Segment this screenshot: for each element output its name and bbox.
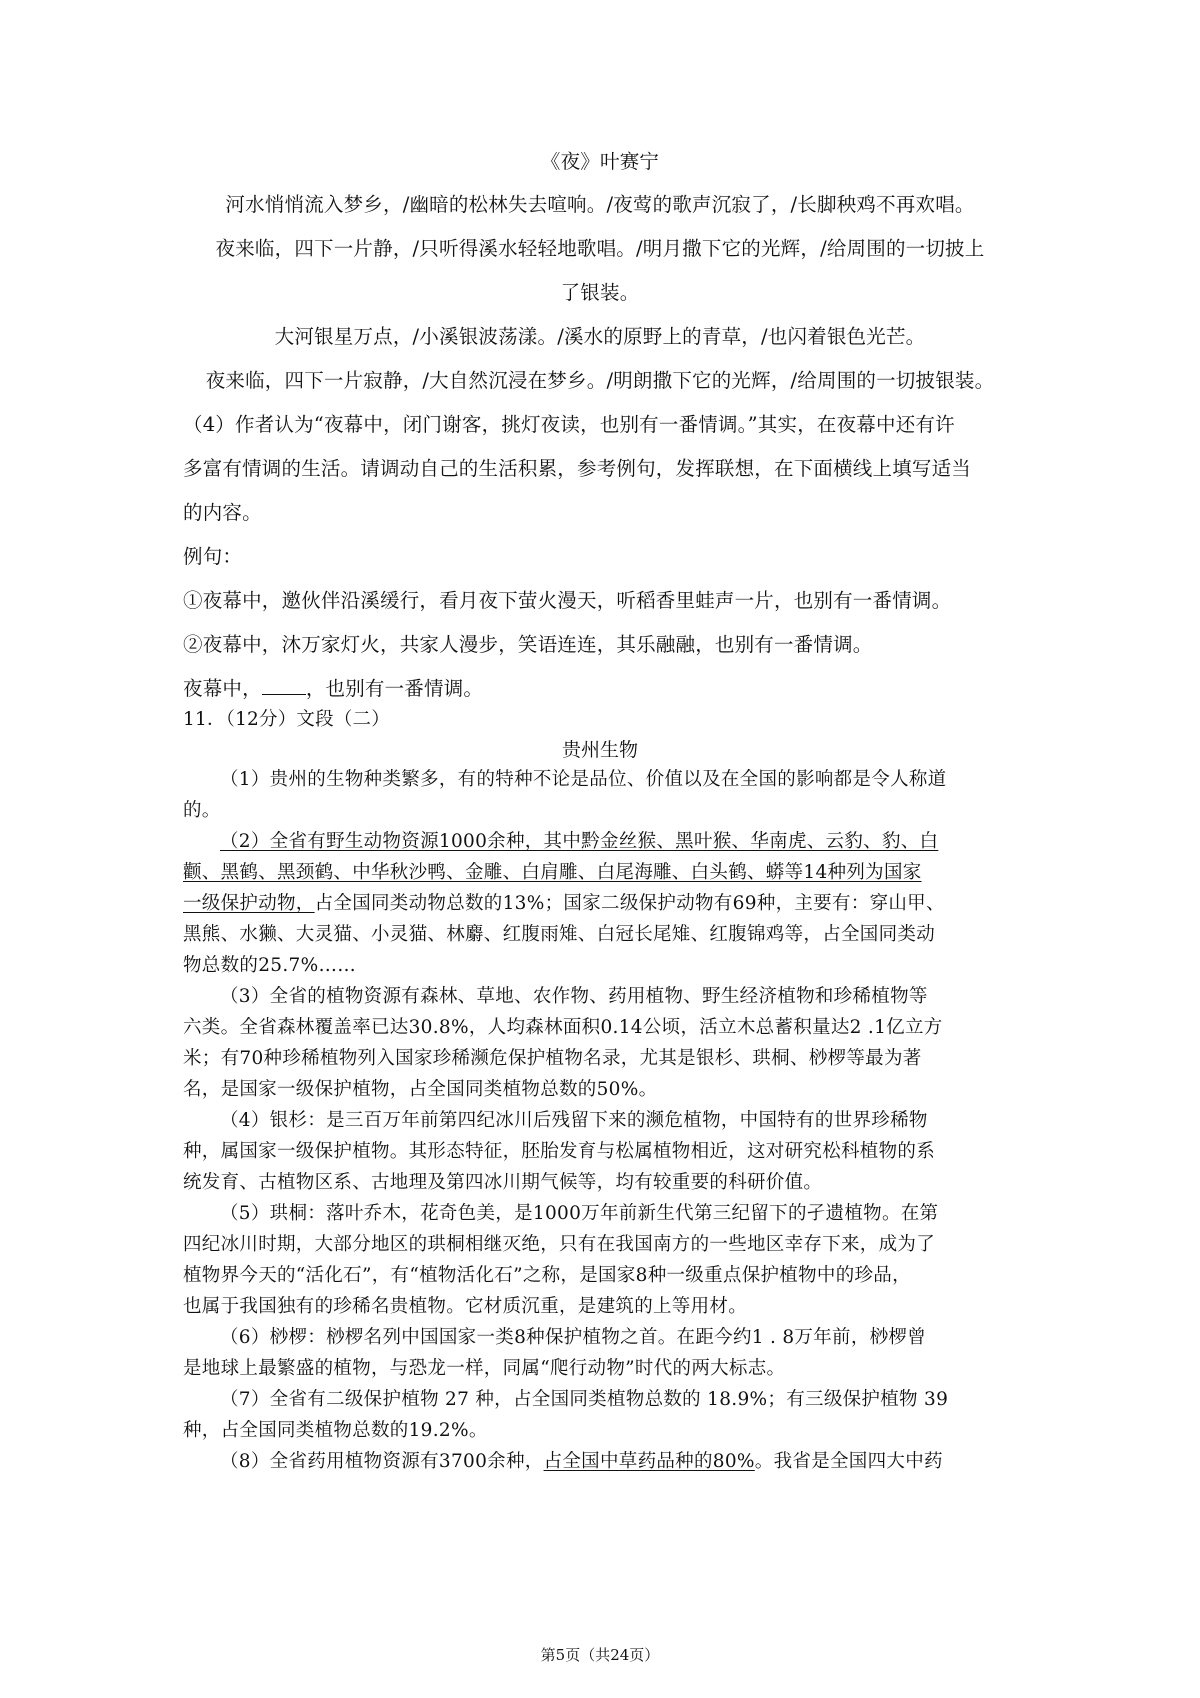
example-2: ②夜幕中，沐万家灯火，共家人漫步，笑语连连，其乐融融，也别有一番情调。: [183, 633, 873, 656]
poem-line-5: 夜来临，四下一片寂静，/大自然沉浸在梦乡。/明朗撒下它的光辉，/给周围的一切披银装。: [205, 369, 995, 392]
p5-line-4: 也属于我国独有的珍稀名贵植物。它材质沉重，是建筑的上等用材。: [183, 1296, 748, 1317]
p4-line-3: 统发育、古植物区系、古地理及第四冰川期气候等，均有较重要的科研价值。: [183, 1172, 823, 1193]
p2-line-1-text: （2）全省有野生动物资源1000余种，其中黔金丝猴、黑叶猴、华南虎、云豹、豹、白: [220, 831, 939, 852]
p8-after: 。我省是全国四大中药: [754, 1451, 943, 1472]
answer-blank[interactable]: [262, 680, 306, 695]
p8-line-1: [220, 1447, 943, 1473]
p5-line-1: （5）珙桐：落叶乔木，花奇色美，是1000万年前新生代第三纪留下的孑遗植物。在第: [220, 1203, 939, 1224]
question11-header: 11．（12分）文段（二）: [183, 709, 390, 730]
fill-in-line: [183, 673, 483, 701]
p3-line-4: 名，是国家一级保护植物，占全国同类植物总数的50%。: [183, 1079, 658, 1100]
example-label: 例句：: [183, 545, 243, 568]
poem-line-4: 大河银星万点，/小溪银波荡漾。/溪水的原野上的青草，/也闪着银色光芒。: [274, 325, 926, 348]
p3-line-1: （3）全省的植物资源有森林、草地、农作物、药用植物、野生经济植物和珍稀植物等: [220, 986, 928, 1007]
p4-line-2: 种，属国家一级保护植物。其形态特征，胚胎发育与松属植物相近，这对研究松科植物的系: [183, 1141, 936, 1162]
p7-line-1: （7）全省有二级保护植物 27 种，占全国同类植物总数的 18.9%；有三级保护植物 39: [220, 1389, 949, 1410]
fill-prefix: 夜幕中，: [183, 677, 262, 700]
p2-line-3-rest: 占全国同类动物总数的13%；国家二级保护动物有69种，主要有：穿山甲、: [314, 893, 945, 914]
poem-title: 《夜》叶赛宁: [540, 150, 660, 173]
p6-line-1: （6）桫椤：桫椤名列中国国家一类8种保护植物之首。在距今约1 . 8万年前，桫椤曾: [220, 1327, 927, 1348]
question4-line-3: 的内容。: [183, 501, 262, 524]
p2-line-2: [183, 858, 922, 884]
p6-line-2: 是地球上最繁盛的植物，与恐龙一样，同属“爬行动物”时代的两大标志。: [183, 1358, 786, 1379]
p1-line-1: （1）贵州的生物种类繁多，有的特种不论是品位、价值以及在全国的影响都是令人称道: [220, 769, 947, 790]
p8-underlined: 占全国中草药品种的80%: [543, 1451, 755, 1472]
p3-line-2: 六类。全省森林覆盖率已达30.8%，人均森林面积0.14公顷，活立木总蓄积量达2 .1亿立方: [183, 1017, 943, 1038]
p2-line-3: [183, 889, 945, 915]
poem-line-1: 河水悄悄流入梦乡，/幽暗的松林失去喧响。/夜莺的歌声沉寂了，/长脚秧鸡不再欢唱。: [225, 193, 975, 216]
p7-line-2: 种，占全国同类植物总数的19.2%。: [183, 1420, 488, 1441]
p2-line-2-text: 颧、黑鹤、黑颈鹤、中华秋沙鸭、金雕、白肩雕、白尾海雕、白头鹤、蟒等14种列为国家: [183, 862, 922, 883]
p4-line-1: （4）银杉：是三百万年前第四纪冰川后残留下来的濒危植物，中国特有的世界珍稀物: [220, 1110, 928, 1131]
p8-before: （8）全省药用植物资源有3700余种，: [220, 1451, 544, 1472]
example-1: ①夜幕中，邀伙伴沿溪缓行，看月夜下萤火漫天，听稻香里蛙声一片，也别有一番情调。: [183, 589, 952, 612]
p1-line-2: 的。: [183, 800, 221, 821]
fill-suffix: ，也别有一番情调。: [305, 677, 484, 700]
p5-line-2: 四纪冰川时期，大部分地区的珙桐相继灭绝，只有在我国南方的一些地区幸存下来，成为了: [183, 1234, 936, 1255]
p2-line-5: 物总数的25.7%……: [183, 955, 357, 976]
question4-line-2: 多富有情调的生活。请调动自己的生活积累，参考例句，发挥联想，在下面横线上填写适当: [183, 457, 972, 480]
poem-line-3: 了银装。: [560, 281, 640, 304]
article-title: 贵州生物: [561, 739, 638, 761]
p2-line-1: [220, 827, 938, 853]
p3-line-3: 米；有70种珍稀植物列入国家珍稀濒危保护植物名录，尤其是银杉、珙桐、桫椤等最为著: [183, 1048, 922, 1069]
question4-line-1: （4）作者认为“夜幕中，闭门谢客，挑灯夜读，也别有一番情调。”其实，在夜幕中还有许: [183, 413, 955, 436]
page-footer: 第5页（共24页）: [540, 1646, 660, 1664]
p5-line-3: 植物界今天的“活化石”，有“植物活化石”之称，是国家8种一级重点保护植物中的珍品，: [183, 1265, 911, 1286]
p2-line-3-underlined: 一级保护动物，: [183, 893, 315, 914]
poem-line-2: 夜来临，四下一片静，/只听得溪水轻轻地歌唱。/明月撒下它的光辉，/给周围的一切披上: [215, 237, 985, 260]
p2-line-4: 黑熊、水獭、大灵猫、小灵猫、林麝、红腹雨雉、白冠长尾雉、红腹锦鸡等，占全国同类动: [183, 924, 936, 945]
